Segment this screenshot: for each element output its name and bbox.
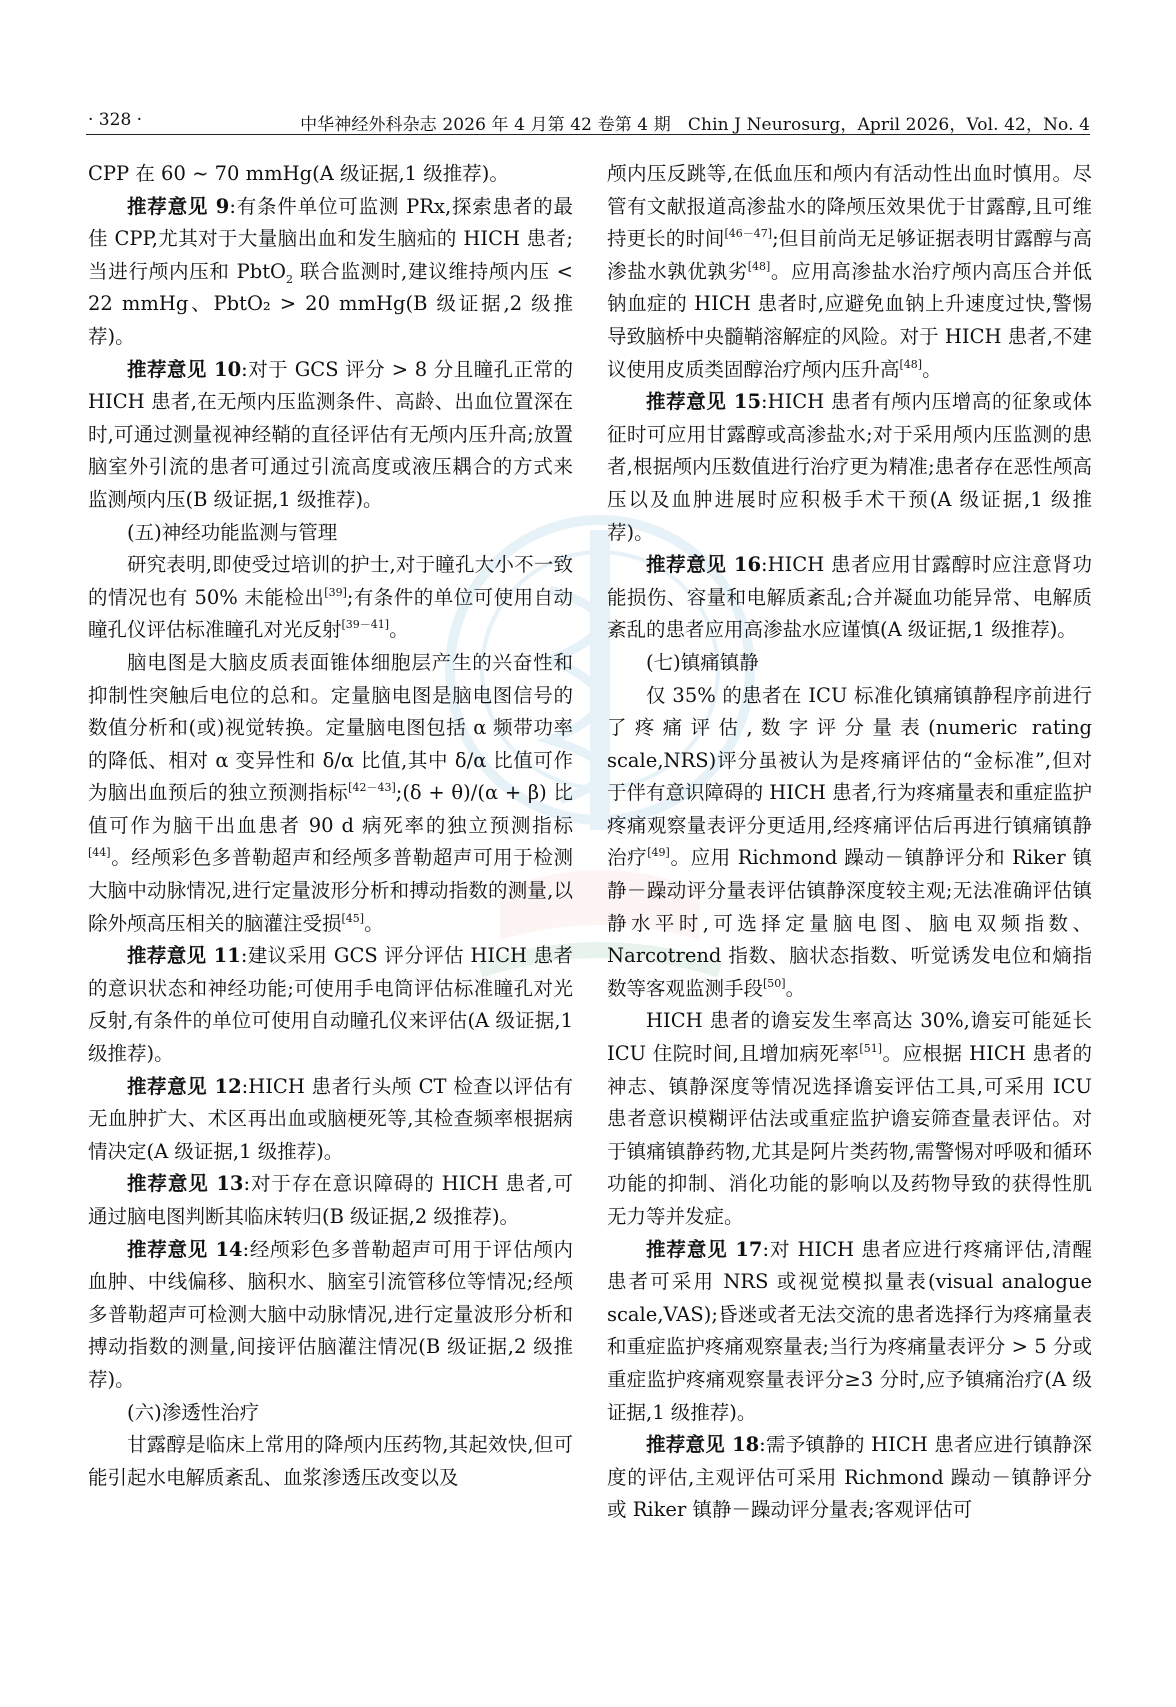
paragraph: HICH 患者的谵妄发生率高达 30%,谵妄可能延长 ICU 住院时间,且增加病死率[51]。应根据 HICH 患者的神志、镇静深度等情况选择谵妄评估工具,可采用 ICU 患者意识模糊评估法或重症监护谵妄筛查量表评估。对于镇痛镇静药物,尤其是阿片类药物,需警惕对呼吸和循环功能的抑制、消化功能的影响以及药物导致的获得性肌无力等并发症。 xyxy=(607,1009,1092,1228)
recommendation-label: 推荐意见 14 xyxy=(127,1237,243,1261)
recommendation-label: 推荐意见 18 xyxy=(646,1433,760,1457)
recommendation-label: 推荐意见 10 xyxy=(127,357,242,381)
section-heading-5: (五)神经功能监测与管理 xyxy=(127,520,338,544)
recommendation-label: 推荐意见 16 xyxy=(646,553,762,577)
recommendation-11: 推荐意见 11:建议采用 GCS 评分评估 HICH 患者的意识状态和神经功能;可使用手电筒评估标准瞳孔对光反射,有条件的单位可使用自动瞳孔仪来评估(A 级证据,1 级推荐)。 xyxy=(88,944,573,1066)
paragraph: 甘露醇是临床上常用的降颅内压药物,其起效快,但可能引起水电解质紊乱、血浆渗透压改变以及 xyxy=(88,1433,573,1489)
paragraph: 仅 35% 的患者在 ICU 标准化镇痛镇静程序前进行了疼痛评估,数字评分量表(numeric rating scale,NRS)评分虽被认为是疼痛评估的“金标准”,但对于伴有意识障碍的 HICH 患者,行为疼痛量表和重症监护疼痛观察量表评分更适用,经疼痛评估后再进行镇痛镇静治疗[49]。应用 Richmond 躁动－镇静评分和 Riker 镇静－躁动评分量表评估镇静深度较主观;无法准确评估镇静水平时,可选择定量脑电图、脑电双频指数、Narcotrend 指数、脑状态指数、听觉诱发电位和熵指数等客观监测手段[50]。 xyxy=(607,683,1092,1000)
recommendation-label: 推荐意见 12 xyxy=(127,1074,242,1098)
recommendation-9: 推荐意见 9:有条件单位可监测 PRx,探索患者的最佳 CPP,尤其对于大量脑出血和发生脑疝的 HICH 患者;当进行颅内压和 PbtO$_2$ 联合监测时,建议维持颅内压 < 22 mmHg、PbtO₂ > 20 mmHg(B 级证据,2 级推荐)。 xyxy=(88,194,574,348)
recommendation-15: 推荐意见 15:HICH 患者有颅内压增高的征象或体征时可应用甘露醇或高渗盐水;对于采用颅内压监测的患者,根据颅内压数值进行治疗更为精准;患者存在恶性颅高压以及血肿进展时应积极手术干预(A 级证据,1 级推荐)。 xyxy=(607,390,1092,544)
journal-citation: 中华神经外科杂志 2026 年 4 月第 42 卷第 4 期 Chin J Neurosurg，April 2026，Vol. 42，No. 4 xyxy=(300,115,1090,135)
page-number: · 328 · xyxy=(88,110,143,130)
recommendation-10: 推荐意见 10:对于 GCS 评分 > 8 分且瞳孔正常的 HICH 患者,在无颅内压监测条件、高龄、出血位置深在时,可通过测量视神经鞘的直径评估有无颅内压升高;放置脑室外引流的患者可通过引流高度或液压耦合的方式来监测颅内压(B 级证据,1 级推荐)。 xyxy=(88,357,573,511)
section-heading-6: (六)渗透性治疗 xyxy=(127,1400,260,1424)
citation-ref: [49] xyxy=(647,846,670,860)
citation-ref: [42－43] xyxy=(348,781,396,795)
recommendation-12: 推荐意见 12:HICH 患者行头颅 CT 检查以评估有无血肿扩大、术区再出血或脑梗死等,其检查频率根据病情决定(A 级证据,1 级推荐)。 xyxy=(88,1074,573,1163)
right-column xyxy=(607,158,1092,1527)
recommendation-17: 推荐意见 17:对 HICH 患者应进行疼痛评估,清醒患者可采用 NRS 或视觉模拟量表(visual analogue scale,VAS);昏迷或者无法交流的患者选择行为疼痛量表和重症监护疼痛观察量表;当行为疼痛量表评分 > 5 分或重症监护疼痛观察量表评分≥3 分时,应予镇痛治疗(A 级证据,1 级推荐)。 xyxy=(607,1237,1092,1424)
paragraph: 脑电图是大脑皮质表面锥体细胞层产生的兴奋性和抑制性突触后电位的总和。定量脑电图是脑电图信号的数值分析和(或)视觉转换。定量脑电图包括 α 频带功率的降低、相对 α 变异性和 δ/α 比值,其中 δ/α 比值可作为脑出血预后的独立预测指标[42－43];(δ + θ)/(α + β) 比值可作为脑干出血患者 90 d 病死率的独立预测指标[44]。经颅彩色多普勒超声和经颅多普勒超声可用于检测大脑中动脉情况,进行定量波形分析和搏动指数的测量,以除外颅高压相关的脑灌注受损[45]。 xyxy=(88,650,573,935)
citation-ref: [51] xyxy=(859,1042,882,1056)
paragraph: 颅内压反跳等,在低血压和颅内有活动性出血时慎用。尽管有文献报道高渗盐水的降颅压效果优于甘露醇,且可维持更长的时间[46－47];但目前尚无足够证据表明甘露醇与高渗盐水孰优孰劣[48]。应用高渗盐水治疗颅内高压合并低钠血症的 HICH 患者时,应避免血钠上升速度过快,警惕导致脑桥中央髓鞘溶解症的风险。对于 HICH 患者,不建议使用皮质类固醇治疗颅内压升高[48]。 xyxy=(607,162,1092,381)
recommendation-16: 推荐意见 16:HICH 患者应用甘露醇时应注意肾功能损伤、容量和电解质紊乱;合并凝血功能异常、电解质紊乱的患者应用高渗盐水应谨慎(A 级证据,1 级推荐)。 xyxy=(607,553,1092,642)
recommendation-label: 推荐意见 13 xyxy=(127,1172,244,1196)
recommendation-13: 推荐意见 13:对于存在意识障碍的 HICH 患者,可通过脑电图判断其临床转归(B 级证据,2 级推荐)。 xyxy=(88,1172,573,1228)
citation-ref: [46－47] xyxy=(724,227,773,241)
section-heading-7: (七)镇痛镇静 xyxy=(646,650,759,674)
recommendation-label: 推荐意见 15 xyxy=(646,390,762,414)
recommendation-18: 推荐意见 18:需予镇静的 HICH 患者应进行镇静深度的评估,主观评估可采用 Richmond 躁动－镇静评分或 Riker 镇静－躁动评分量表;客观评估可 xyxy=(607,1433,1092,1522)
recommendation-14: 推荐意见 14:经颅彩色多普勒超声可用于评估颅内血肿、中线偏移、脑积水、脑室引流管移位等情况;经颅多普勒超声可检测大脑中动脉情况,进行定量波形分析和搏动指数的测量,间接评估脑灌注情况(B 级证据,2 级推荐)。 xyxy=(88,1237,573,1391)
citation-ref: [45] xyxy=(341,911,365,925)
citation-ref: [39] xyxy=(324,585,347,599)
citation-ref: [50] xyxy=(763,976,786,990)
paragraph: CPP 在 60 ~ 70 mmHg(A 级证据,1 级推荐)。 xyxy=(88,162,509,185)
citation-ref: [48] xyxy=(899,357,923,371)
recommendation-label: 推荐意见 11 xyxy=(127,944,241,968)
paragraph: 研究表明,即使受过培训的护士,对于瞳孔大小不一致的情况也有 50% 未能检出[39];有条件的单位可使用自动瞳孔仪评估标准瞳孔对光反射[39－41]。 xyxy=(88,553,573,642)
citation-ref: [39－41] xyxy=(341,618,390,632)
citation-ref: [48] xyxy=(747,259,771,273)
left-column xyxy=(88,158,573,1494)
recommendation-label: 推荐意见 17 xyxy=(646,1237,763,1261)
citation-ref: [44] xyxy=(88,846,111,860)
running-header xyxy=(86,108,1090,135)
recommendation-label: 推荐意见 9 xyxy=(127,194,230,218)
